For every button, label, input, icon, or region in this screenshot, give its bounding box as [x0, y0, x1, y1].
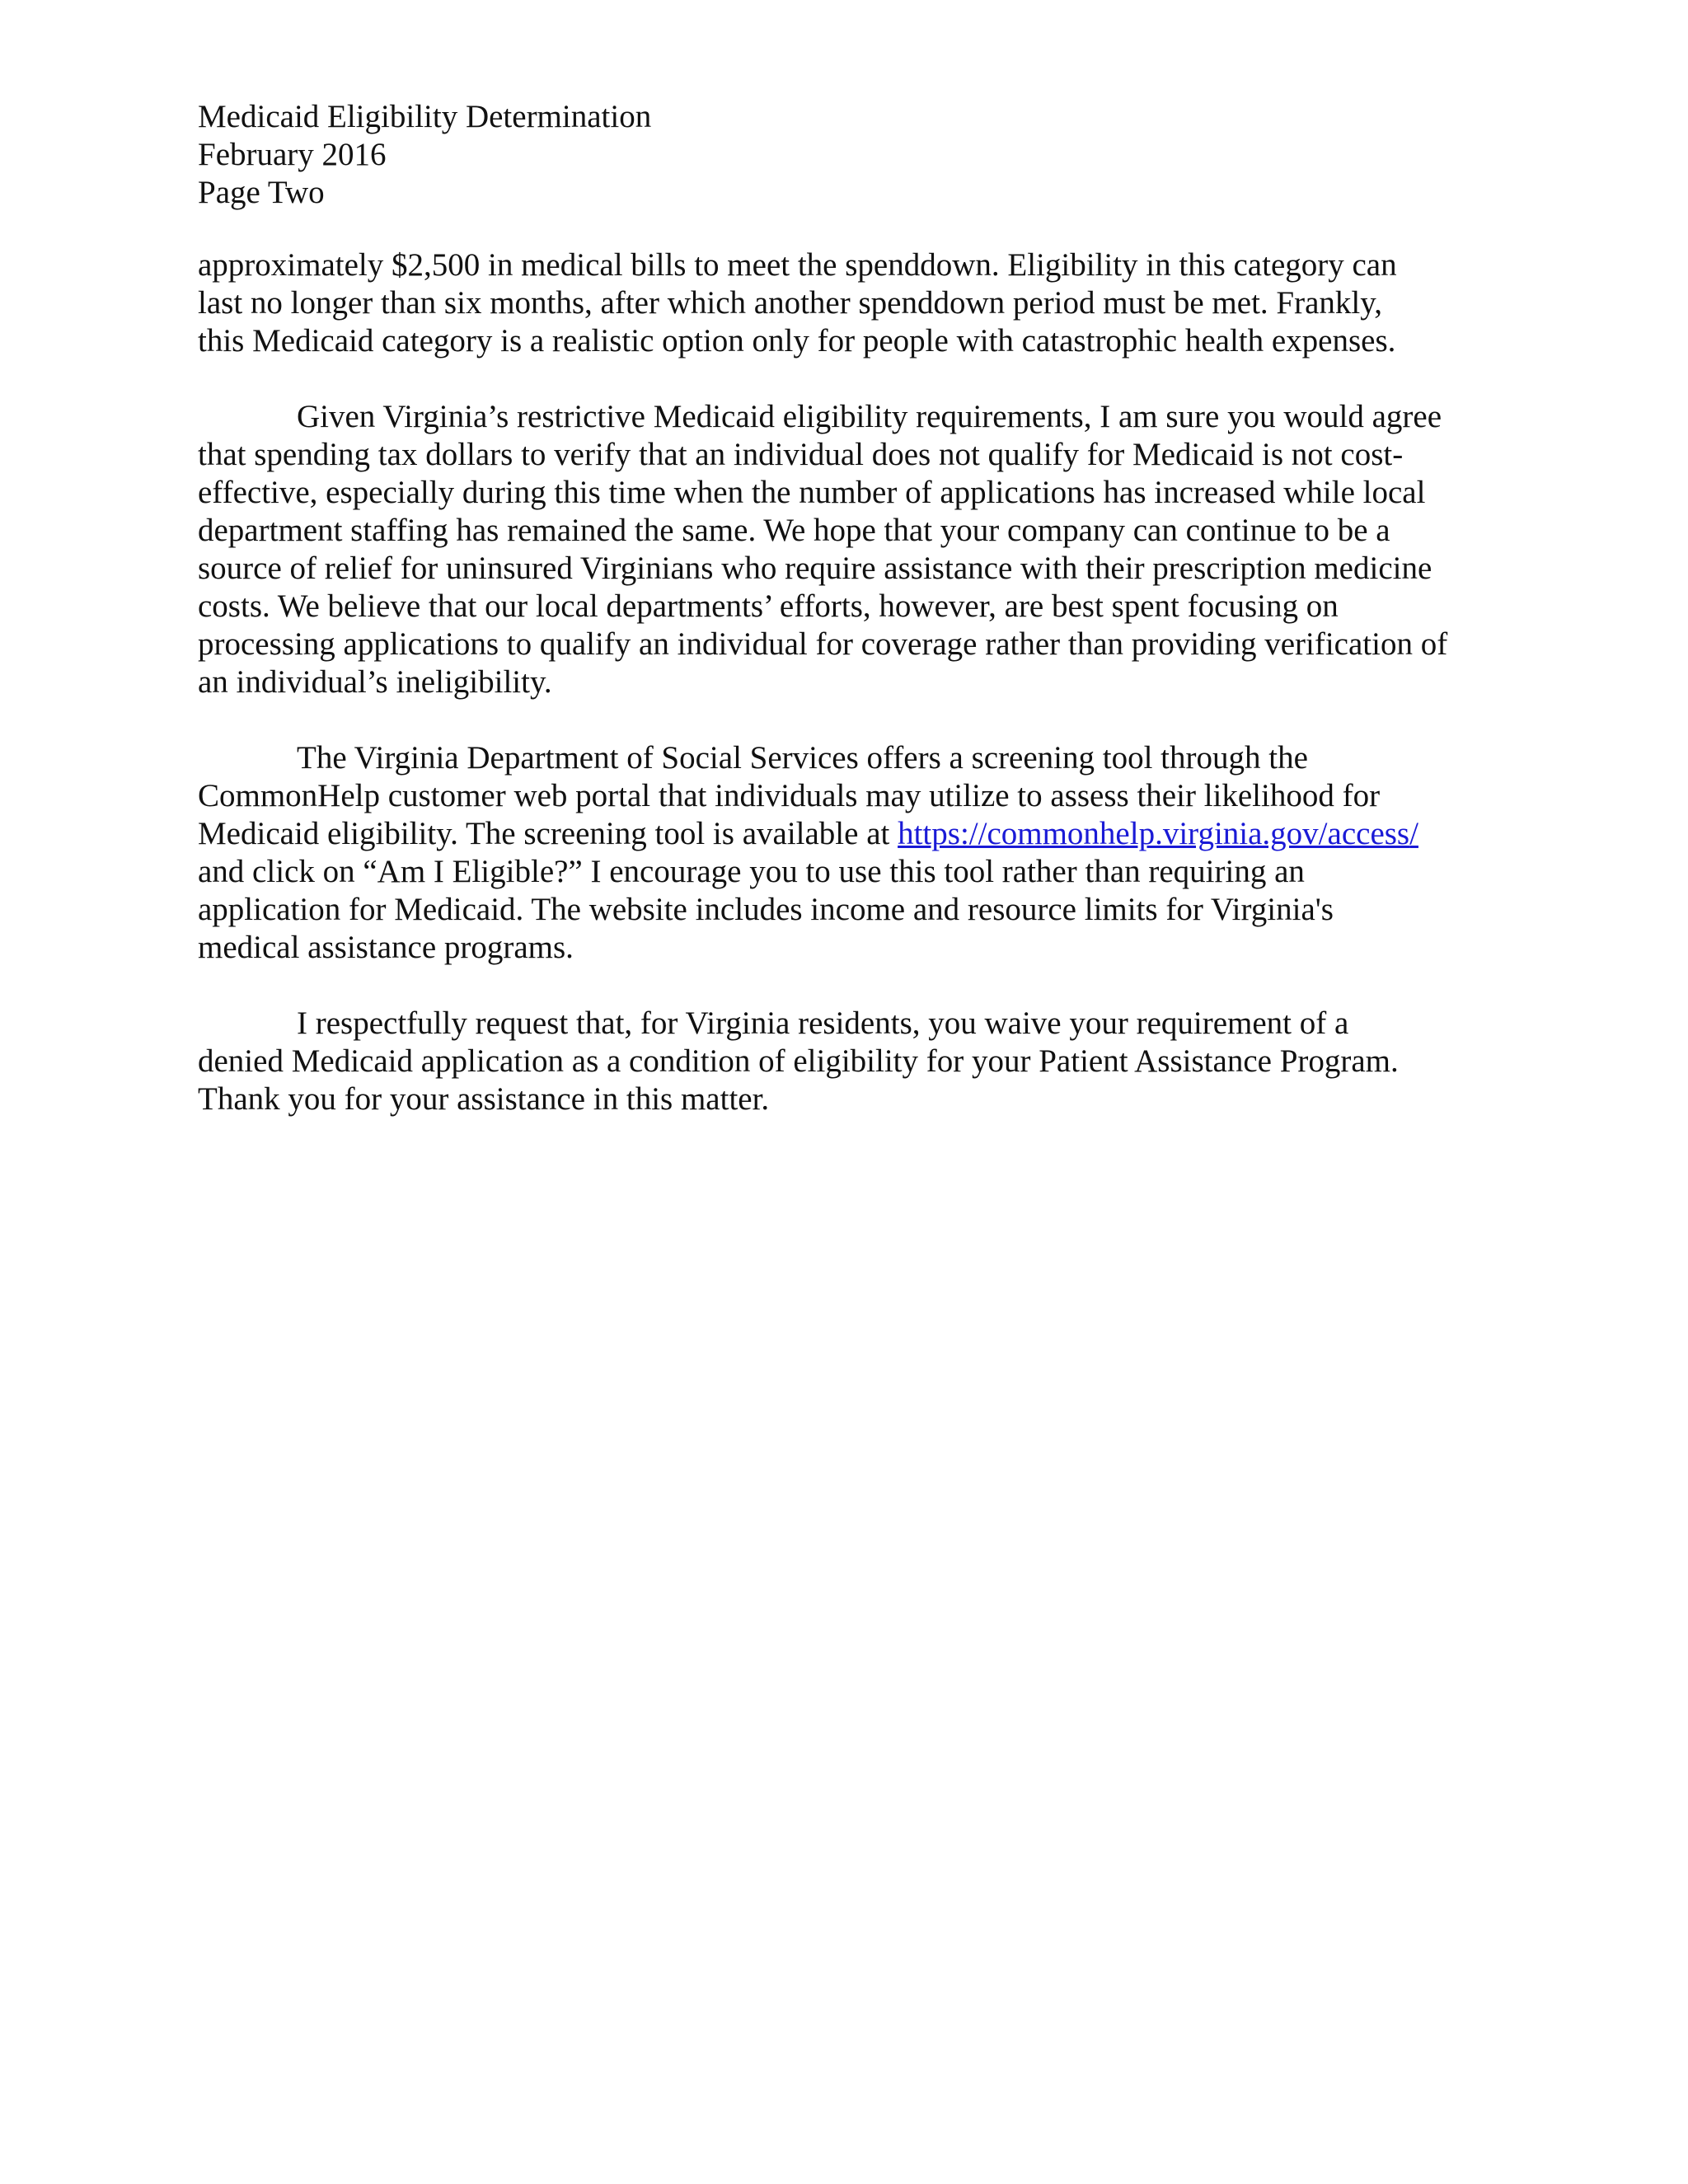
paragraph-line: medical assistance programs. [198, 930, 574, 965]
paragraph-line-text: I respectfully request that, for Virginia residents, you waive your requirement of a [297, 1005, 1349, 1041]
paragraph-line: processing applications to qualify an individual for coverage rather than providing verification of [198, 626, 1448, 662]
paragraph-line [198, 815, 1484, 853]
paragraph-line: Thank you for your assistance in this matter. [198, 1081, 770, 1117]
paragraph-line [198, 1005, 1484, 1043]
paragraph-line: application for Medicaid. The website includes income and resource limits for Virginia's [198, 892, 1334, 927]
paragraph-line: this Medicaid category is a realistic option only for people with catastrophic health expenses. [198, 323, 1396, 359]
paragraph-cost-effectiveness [198, 398, 1484, 701]
paragraph-line-text: Medicaid eligibility. The screening tool is available at [198, 816, 898, 851]
paragraph-line-text: The Virginia Department of Social Services offers a screening tool through the [297, 740, 1308, 776]
paragraph-line: effective, especially during this time when the number of applications has increased while local [198, 475, 1426, 510]
commonhelp-link[interactable]: https://commonhelp.virginia.gov/access [898, 816, 1410, 851]
paragraph-line [198, 739, 1484, 777]
paragraph-line: CommonHelp customer web portal that individuals may utilize to assess their likelihood for [198, 778, 1381, 813]
paragraph-line: denied Medicaid application as a condition of eligibility for your Patient Assistance Program. [198, 1043, 1399, 1079]
letter-header [198, 98, 1484, 212]
paragraph-line: source of relief for uninsured Virginians who require assistance with their prescription medicine [198, 551, 1432, 586]
header-date: February 2016 [198, 137, 387, 172]
commonhelp-link-slash[interactable]: / [1409, 816, 1418, 851]
paragraph-line: last no longer than six months, after which another spenddown period must be met. Frankly, [198, 285, 1382, 321]
paragraph-line: department staffing has remained the same. We hope that your company can continue to be a [198, 513, 1390, 548]
paragraph-line: an individual’s ineligibility. [198, 664, 552, 700]
header-page-number: Page Two [198, 175, 325, 210]
paragraph-request [198, 1005, 1484, 1118]
paragraph-line-text: Given Virginia’s restrictive Medicaid eligibility requirements, I am sure you would agree [297, 399, 1442, 434]
paragraph-line: and click on “Am I Eligible?” I encourage you to use this tool rather than requiring an [198, 854, 1305, 889]
paragraph-line: that spending tax dollars to verify that an individual does not qualify for Medicaid is not cost- [198, 437, 1404, 472]
header-subject: Medicaid Eligibility Determination [198, 99, 652, 134]
paragraph-line [198, 398, 1484, 436]
paragraph-line: approximately $2,500 in medical bills to meet the spenddown. Eligibility in this category can [198, 247, 1397, 283]
paragraph-screening-tool [198, 739, 1484, 967]
paragraph-spenddown [198, 246, 1484, 360]
paragraph-line: costs. We believe that our local departments’ efforts, however, are best spent focusing on [198, 588, 1339, 624]
